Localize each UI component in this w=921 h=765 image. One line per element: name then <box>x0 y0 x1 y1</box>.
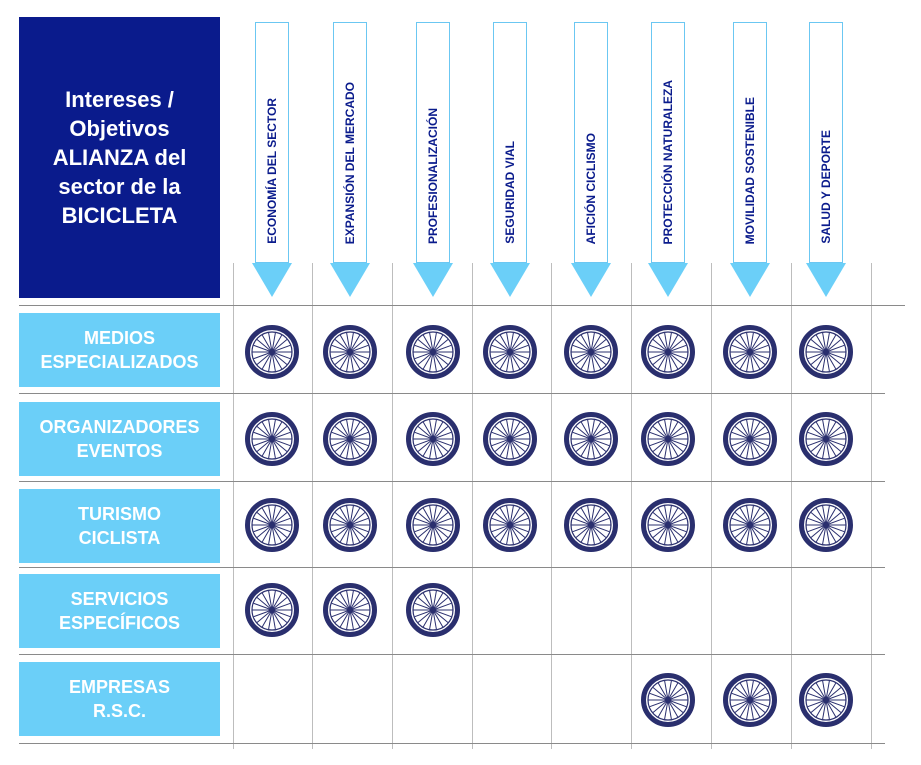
bicycle-wheel-icon <box>405 497 461 553</box>
grid-horizontal-line <box>19 305 905 306</box>
row-label-text: TURISMO CICLISTA <box>78 504 161 548</box>
bicycle-wheel-icon <box>322 497 378 553</box>
grid-vertical-line <box>791 263 792 749</box>
row-label <box>19 489 220 563</box>
bicycle-wheel-icon <box>405 582 461 638</box>
row-label <box>19 662 220 736</box>
bicycle-wheel-icon <box>563 497 619 553</box>
bicycle-wheel-icon <box>798 411 854 467</box>
bicycle-wheel-icon <box>722 411 778 467</box>
column-header-label: MOVILIDAD SOSTENIBLE <box>743 96 757 244</box>
down-arrow-icon <box>252 263 292 297</box>
bicycle-wheel-icon <box>798 672 854 728</box>
down-arrow-icon <box>330 263 370 297</box>
column-header-label: SALUD Y DEPORTE <box>819 130 833 244</box>
column-header <box>809 22 843 263</box>
bicycle-wheel-icon <box>722 497 778 553</box>
bicycle-wheel-icon <box>322 411 378 467</box>
bicycle-wheel-icon <box>482 324 538 380</box>
bicycle-wheel-icon <box>405 324 461 380</box>
bicycle-wheel-icon <box>244 411 300 467</box>
bicycle-wheel-icon <box>405 411 461 467</box>
down-arrow-icon <box>413 263 453 297</box>
grid-vertical-line <box>233 263 234 749</box>
grid-horizontal-line <box>19 393 885 394</box>
bicycle-wheel-icon <box>722 324 778 380</box>
bicycle-wheel-icon <box>640 324 696 380</box>
bicycle-wheel-icon <box>482 411 538 467</box>
bicycle-wheel-icon <box>798 324 854 380</box>
row-label <box>19 402 220 476</box>
row-label-text: ORGANIZADORES EVENTOS <box>39 417 200 461</box>
grid-vertical-line <box>472 263 473 749</box>
bicycle-wheel-icon <box>244 497 300 553</box>
down-arrow-icon <box>648 263 688 297</box>
column-header <box>651 22 685 263</box>
grid-vertical-line <box>871 263 872 749</box>
down-arrow-icon <box>730 263 770 297</box>
column-header-label: EXPANSIÓN DEL MERCADO <box>343 81 357 244</box>
row-label-text: SERVICIOS ESPECÍFICOS <box>58 589 181 633</box>
column-header-label: PROTECCIÓN NATURALEZA <box>661 79 675 244</box>
column-header <box>493 22 527 263</box>
matrix-title: Intereses / Objetivos ALIANZA del sector de la BICICLETA <box>52 87 187 228</box>
bicycle-wheel-icon <box>322 582 378 638</box>
row-label-text: MEDIOS ESPECIALIZADOS <box>40 328 199 372</box>
column-header <box>333 22 367 263</box>
bicycle-wheel-icon <box>798 497 854 553</box>
row-label <box>19 313 220 387</box>
bicycle-wheel-icon <box>244 582 300 638</box>
column-header <box>416 22 450 263</box>
grid-vertical-line <box>631 263 632 749</box>
grid-horizontal-line <box>19 481 885 482</box>
column-header <box>255 22 289 263</box>
bicycle-wheel-icon <box>640 411 696 467</box>
row-label <box>19 574 220 648</box>
column-header <box>574 22 608 263</box>
grid-horizontal-line <box>19 743 885 744</box>
column-header-label: PROFESIONALIZACIÓN <box>426 107 440 244</box>
bicycle-wheel-icon <box>640 497 696 553</box>
bicycle-wheel-icon <box>244 324 300 380</box>
down-arrow-icon <box>490 263 530 297</box>
bicycle-wheel-icon <box>563 324 619 380</box>
bicycle-wheel-icon <box>640 672 696 728</box>
column-header-label: ECONOMÍA DEL SECTOR <box>265 98 279 244</box>
grid-horizontal-line <box>19 567 885 568</box>
grid-vertical-line <box>312 263 313 749</box>
bicycle-wheel-icon <box>722 672 778 728</box>
down-arrow-icon <box>571 263 611 297</box>
grid-vertical-line <box>392 263 393 749</box>
grid-vertical-line <box>551 263 552 749</box>
title-box <box>19 17 220 298</box>
row-label-text: EMPRESAS R.S.C. <box>68 677 171 721</box>
column-header-label: AFICIÓN CICLISMO <box>584 132 598 244</box>
down-arrow-icon <box>806 263 846 297</box>
grid-vertical-line <box>711 263 712 749</box>
grid-horizontal-line <box>19 654 885 655</box>
bicycle-wheel-icon <box>563 411 619 467</box>
bicycle-wheel-icon <box>482 497 538 553</box>
bicycle-wheel-icon <box>322 324 378 380</box>
column-header-label: SEGURIDAD VIAL <box>503 141 517 244</box>
column-header <box>733 22 767 263</box>
